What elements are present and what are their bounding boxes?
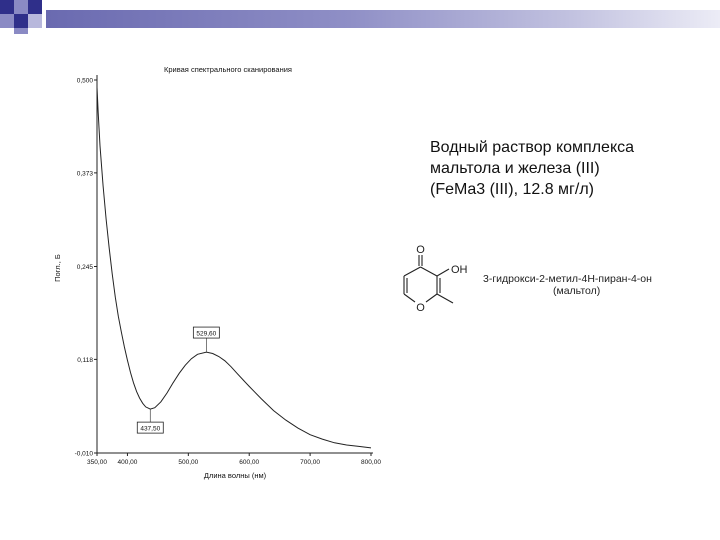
atom-o-ring: O [416, 302, 425, 314]
peak-label: 437,50 [140, 425, 161, 433]
description-line-2: мальтола и железа (III) [430, 160, 600, 177]
atom-oh: OH [451, 264, 468, 276]
peak-label: 529,60 [196, 330, 217, 338]
y-axis-label: Погл., Б [53, 254, 62, 282]
solution-description [430, 137, 700, 200]
description-line-1: Водный раствор комплекса [430, 139, 635, 156]
y-tick-label: -0,010 [74, 450, 93, 458]
x-tick-label: 500,00 [178, 459, 199, 466]
maltol-iupac-name: 3-гидрокси-2-метил-4Н-пиран-4-он [483, 273, 652, 285]
x-tick-label: 350,00 [87, 459, 107, 466]
y-tick-label: 0,373 [76, 170, 93, 178]
atom-o-carbonyl: O [416, 244, 425, 256]
x-tick-label: 400,00 [117, 459, 138, 466]
maltol-name [483, 273, 693, 297]
description-line-3: (FeMa3 (III), 12.8 мг/л) [430, 181, 594, 198]
x-tick-label: 800,00 [361, 459, 381, 466]
y-tick-label: 0,500 [76, 77, 93, 85]
chart-title: Кривая спектрального сканирования [164, 65, 292, 74]
y-tick-label: 0,245 [76, 264, 93, 271]
x-tick-label: 600,00 [239, 459, 260, 466]
absorbance-series-line [97, 87, 371, 448]
maltol-structure-drawing [395, 236, 485, 322]
maltol-common-name: (мальтол) [553, 285, 601, 297]
y-tick-label: 0,118 [77, 356, 93, 364]
x-tick-label: 700,00 [300, 459, 321, 466]
x-axis-label: Длина волны (нм) [203, 471, 267, 480]
maltol-structure [395, 236, 485, 322]
